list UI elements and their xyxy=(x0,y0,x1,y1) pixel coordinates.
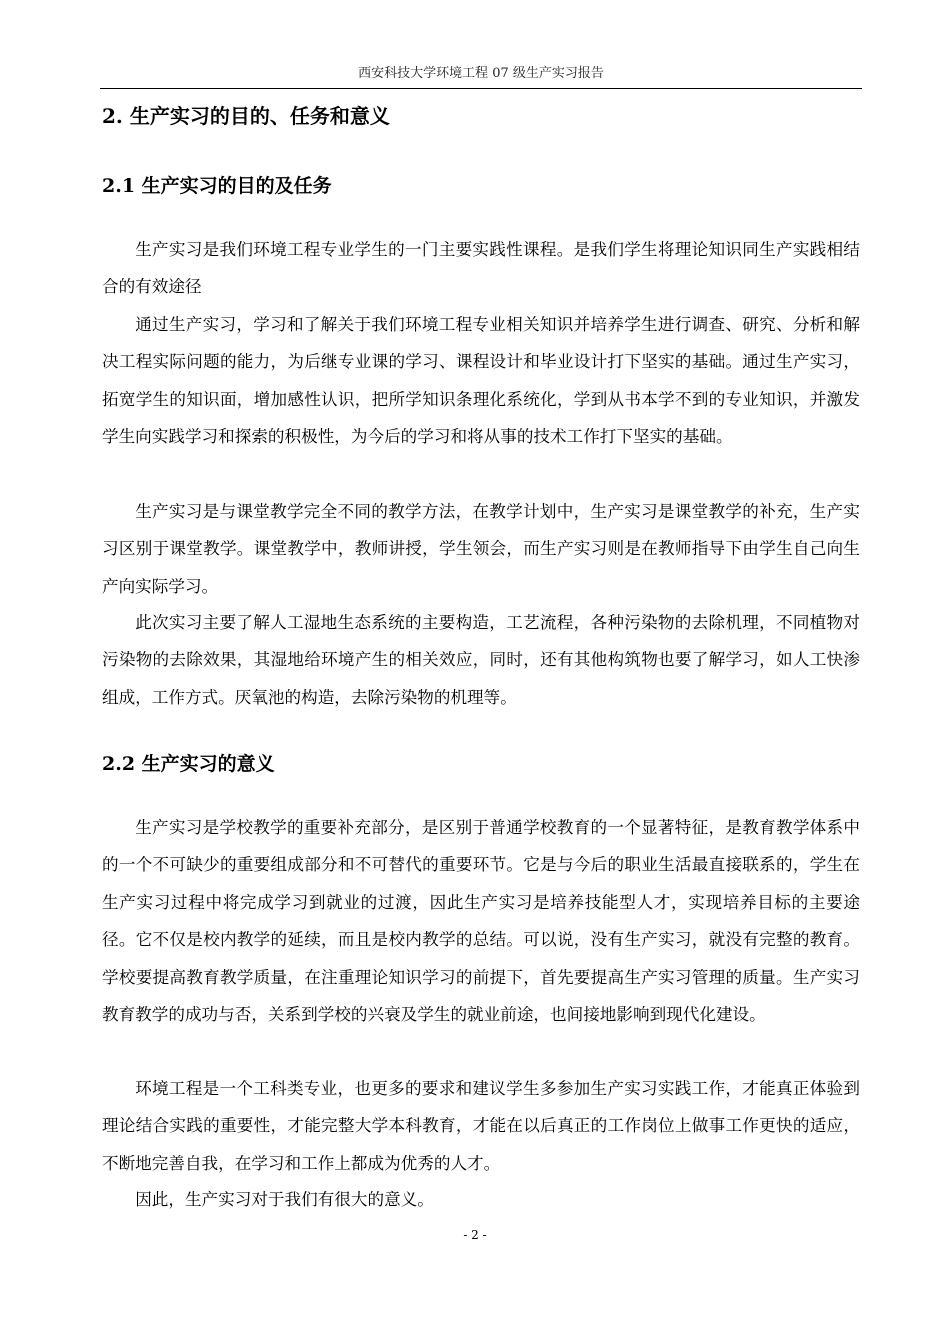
paragraph-2-1-2: 通过生产实习，学习和了解关于我们环境工程专业相关知识并培养学生进行调查、研究、分析和解决工程实际问题的能力，为后继专业课的学习、课程设计和毕业设计打下坚实的基础。通过生产实习，拓宽学生的知识面，增加感性认识，把所学知识条理化系统化，学到从书本学不到的专业知识，并激发学生向实践学习和探索的积极性，为今后的学习和将从事的技术工作打下坚实的基础。 xyxy=(102,315,860,447)
subsection-title-2-1: 2.1 生产实习的目的及任务 xyxy=(102,175,332,197)
paragraph-2-1-4: 此次实习主要了解人工湿地生态系统的主要构造，工艺流程，各种污染物的去除机理，不同植物对污染物的去除效果，其湿地给环境产生的相关效应，同时，还有其他构筑物也要了解学习，如人工快渗组成，工作方式。厌氧池的构造，去除污染物的机理等。 xyxy=(102,613,860,707)
paragraph-2-1-3: 生产实习是与课堂教学完全不同的教学方法，在教学计划中，生产实习是课堂教学的补充，生产实习区别于课堂教学。课堂教学中，教师讲授，学生领会，而生产实习则是在教师指导下由学生自己向生产向实际学习。 xyxy=(102,502,860,596)
page-number: - 2 - xyxy=(463,1228,487,1242)
paragraph-2-2-3: 因此，生产实习对于我们有很大的意义。 xyxy=(135,1190,434,1209)
paragraph-2-2-1: 生产实习是学校教学的重要补充部分，是区别于普通学校教育的一个显著特征，是教育教学体系中的一个不可缺少的重要组成部分和不可替代的重要环节。它是与今后的职业生活最直接联系的，学生在生产实习过程中将完成学习到就业的过渡，因此生产实习是培养技能型人才，实现培养目标的主要途径。它不仅是校内教学的延续，而且是校内教学的总结。可以说，没有生产实习，就没有完整的教育。学校要提高教育教学质量，在注重理论知识学习的前提下，首先要提高生产实习管理的质量。生产实习教育教学的成功与否，关系到学校的兴衰及学生的就业前途，也间接地影响到现代化建设。 xyxy=(102,818,860,1025)
paragraph-2-1-1: 生产实习是我们环境工程专业学生的一门主要实践性课程。是我们学生将理论知识同生产实践相结合的有效途径 xyxy=(102,240,860,297)
page-header: 西安科技大学环境工程 07 级生产实习报告 xyxy=(100,60,862,89)
section-title: 2. 生产实习的目的、任务和意义 xyxy=(102,104,390,128)
paragraph-2-2-2: 环境工程是一个工科类专业，也更多的要求和建议学生多参加生产实习实践工作，才能真正体验到理论结合实践的重要性，才能完整大学本科教育，才能在以后真正的工作岗位上做事工作更快的适应，不断地完善自我，在学习和工作上都成为优秀的人才。 xyxy=(102,1079,860,1173)
subsection-title-2-2: 2.2 生产实习的意义 xyxy=(102,753,275,775)
